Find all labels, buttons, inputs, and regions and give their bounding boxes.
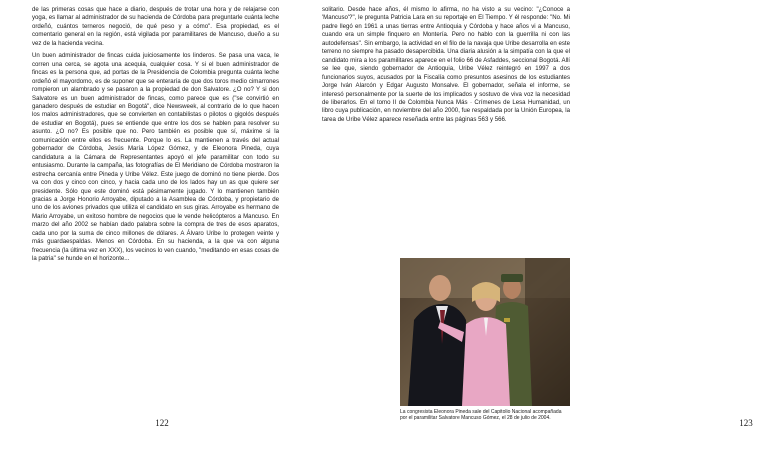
news-photo: [400, 258, 570, 406]
left-page-body: [32, 6, 279, 264]
photo-caption: La congresista Eleonora Pineda sale del Capitolio Nacional acompañada por el paramilitar Salvatore Mancuso Gómez, el 28 de julio de 2004.: [400, 409, 562, 422]
right-page-body: [322, 6, 570, 124]
left-page-number: 122: [155, 418, 169, 428]
left-page: [0, 0, 300, 450]
left-paragraph-2: Un buen administrador de fincas cuida juiciosamente los linderos. Se pasa una vaca, le corren una cerca, se agota una acequia, cualquier cosa. Y si el buen administrador de fincas es la persona que, ad portas de la Presidencia de Colombia pregunta cuánta leche ordeñó el mayordomo, es de suponer que se enteraría de que dos toros medio cimarrones rompieron un alambrado y se pasaron a la propiedad de don Salvatore. ¿O no? Y si don Salvatore es un buen administrador de fincas, como parece que es ("se convirtió en ganadero después de estudiar en Bogotá", dice Newsweek, al contrario de lo que hacen los malos administradores, que se convierten en contabilistas o pilotos o gigolós después de estudiar en Bogotá), pues se entiende que entre los dos se hablen para resolver su asunto. ¿O no? Es posible que no. Pero también es posible que sí, máxime si la comunicación entre ellos es frecuente. Porque lo es. La mantienen a través del actual gobernador de Córdoba, Jesús María López Gómez, y de Eleonora Pineda, cuya candidatura a la Cámara de Representantes apoyó el jefe paramilitar con todo su entusiasmo. Durante la campaña, las fotografías de El Meridiano de Córdoba mostraron la estrecha cercanía entre Pineda y Uribe Vélez. Este juego de dominó no tiene pierde. Dos va con dos y cinco con cinco, y hacia cada uno de los lados hay un as que quiere ser presidente. Sólo que este dominó está pésimamente jugado. Y lo mantienen también gracias a Jorge Honorio Arroyabe, diputado a la Asamblea de Córdoba, y propietario de uno de los aviones privados que utiliza el candidato en sus giras. Arroyabe es hermano de Mario Arroyabe, un exitoso hombre de negocios que le vende helicópteros a Mancuso. En marzo del año 2002 se habían dado palabra sobre la compra de tres de esos aparatos, cada uno por la suma de cinco millones de dólares. A Álvaro Uribe lo protegen veinte y más guardaespaldas. Menos en Córdoba. En su hacienda, a la que va con alguna frecuencia (la última vez en XXX), los vecinos lo ven cuando, "meditando en esas cosas de la patria" se hunde en el horizonte...: [32, 52, 279, 263]
right-page-number: 123: [739, 418, 753, 428]
right-paragraph-1: solitario. Desde hace años, él mismo lo afirma, no ha visto a su vecino: "¿Conoce a 'Mancuso'?", le pregunta Patricia Lara en su reportaje en El Tiempo. Y él responde: "No. Mi padre llegó en 1961 a unas tierras entre Antioquia y Córdoba y hace años vi a Mancuso, cuando era un simple finquero en Montería. Pero no hablo con la guerrilla ni con las autodefensas". Sin embargo, la actividad en el filo de la navaja que Uribe desarrolla en este terreno no siempre ha pasado desapercibida. Una diaria alusión a la simpatía con la que el candidato mira a los paramilitares aparece en el folio 66 de Asfaddes, seccional Bogotá. Allí se lee que, siendo gobernador de Antioquia, Uribe Vélez reintegró en 1997 a dos funcionarios suyos, acusados por la Fiscalía como presuntos asesinos de los estudiantes Jorge Iván Alarcón y Edgar Augusto Monsalve. El gobernador, señala el informe, se interesó personalmente por la suerte de los implicados y sostuvo de viva voz la necesidad de liberarlos. En el tomo II de Colombia Nunca Más · Crímenes de Lesa Humanidad, un libro cuya publicación, en noviembre del año 2000, fue respaldada por la Unión Europea, la tarea de Uribe Vélez aparece reseñada entre las páginas 563 y 566.: [322, 6, 570, 123]
left-paragraph-1: de las primeras cosas que hace a diario, después de trotar una hora y de relajarse con yoga, es llamar al administrador de su hacienda de Córdoba para preguntarle cuánta leche ordeñó, cuántos terneros negoció, de qué peso y a cómo". Esa propiedad, es el comentario general en la región, está vigilada por paramilitares de Mancuso, dueño a su vez de la hacienda vecina.: [32, 6, 279, 47]
